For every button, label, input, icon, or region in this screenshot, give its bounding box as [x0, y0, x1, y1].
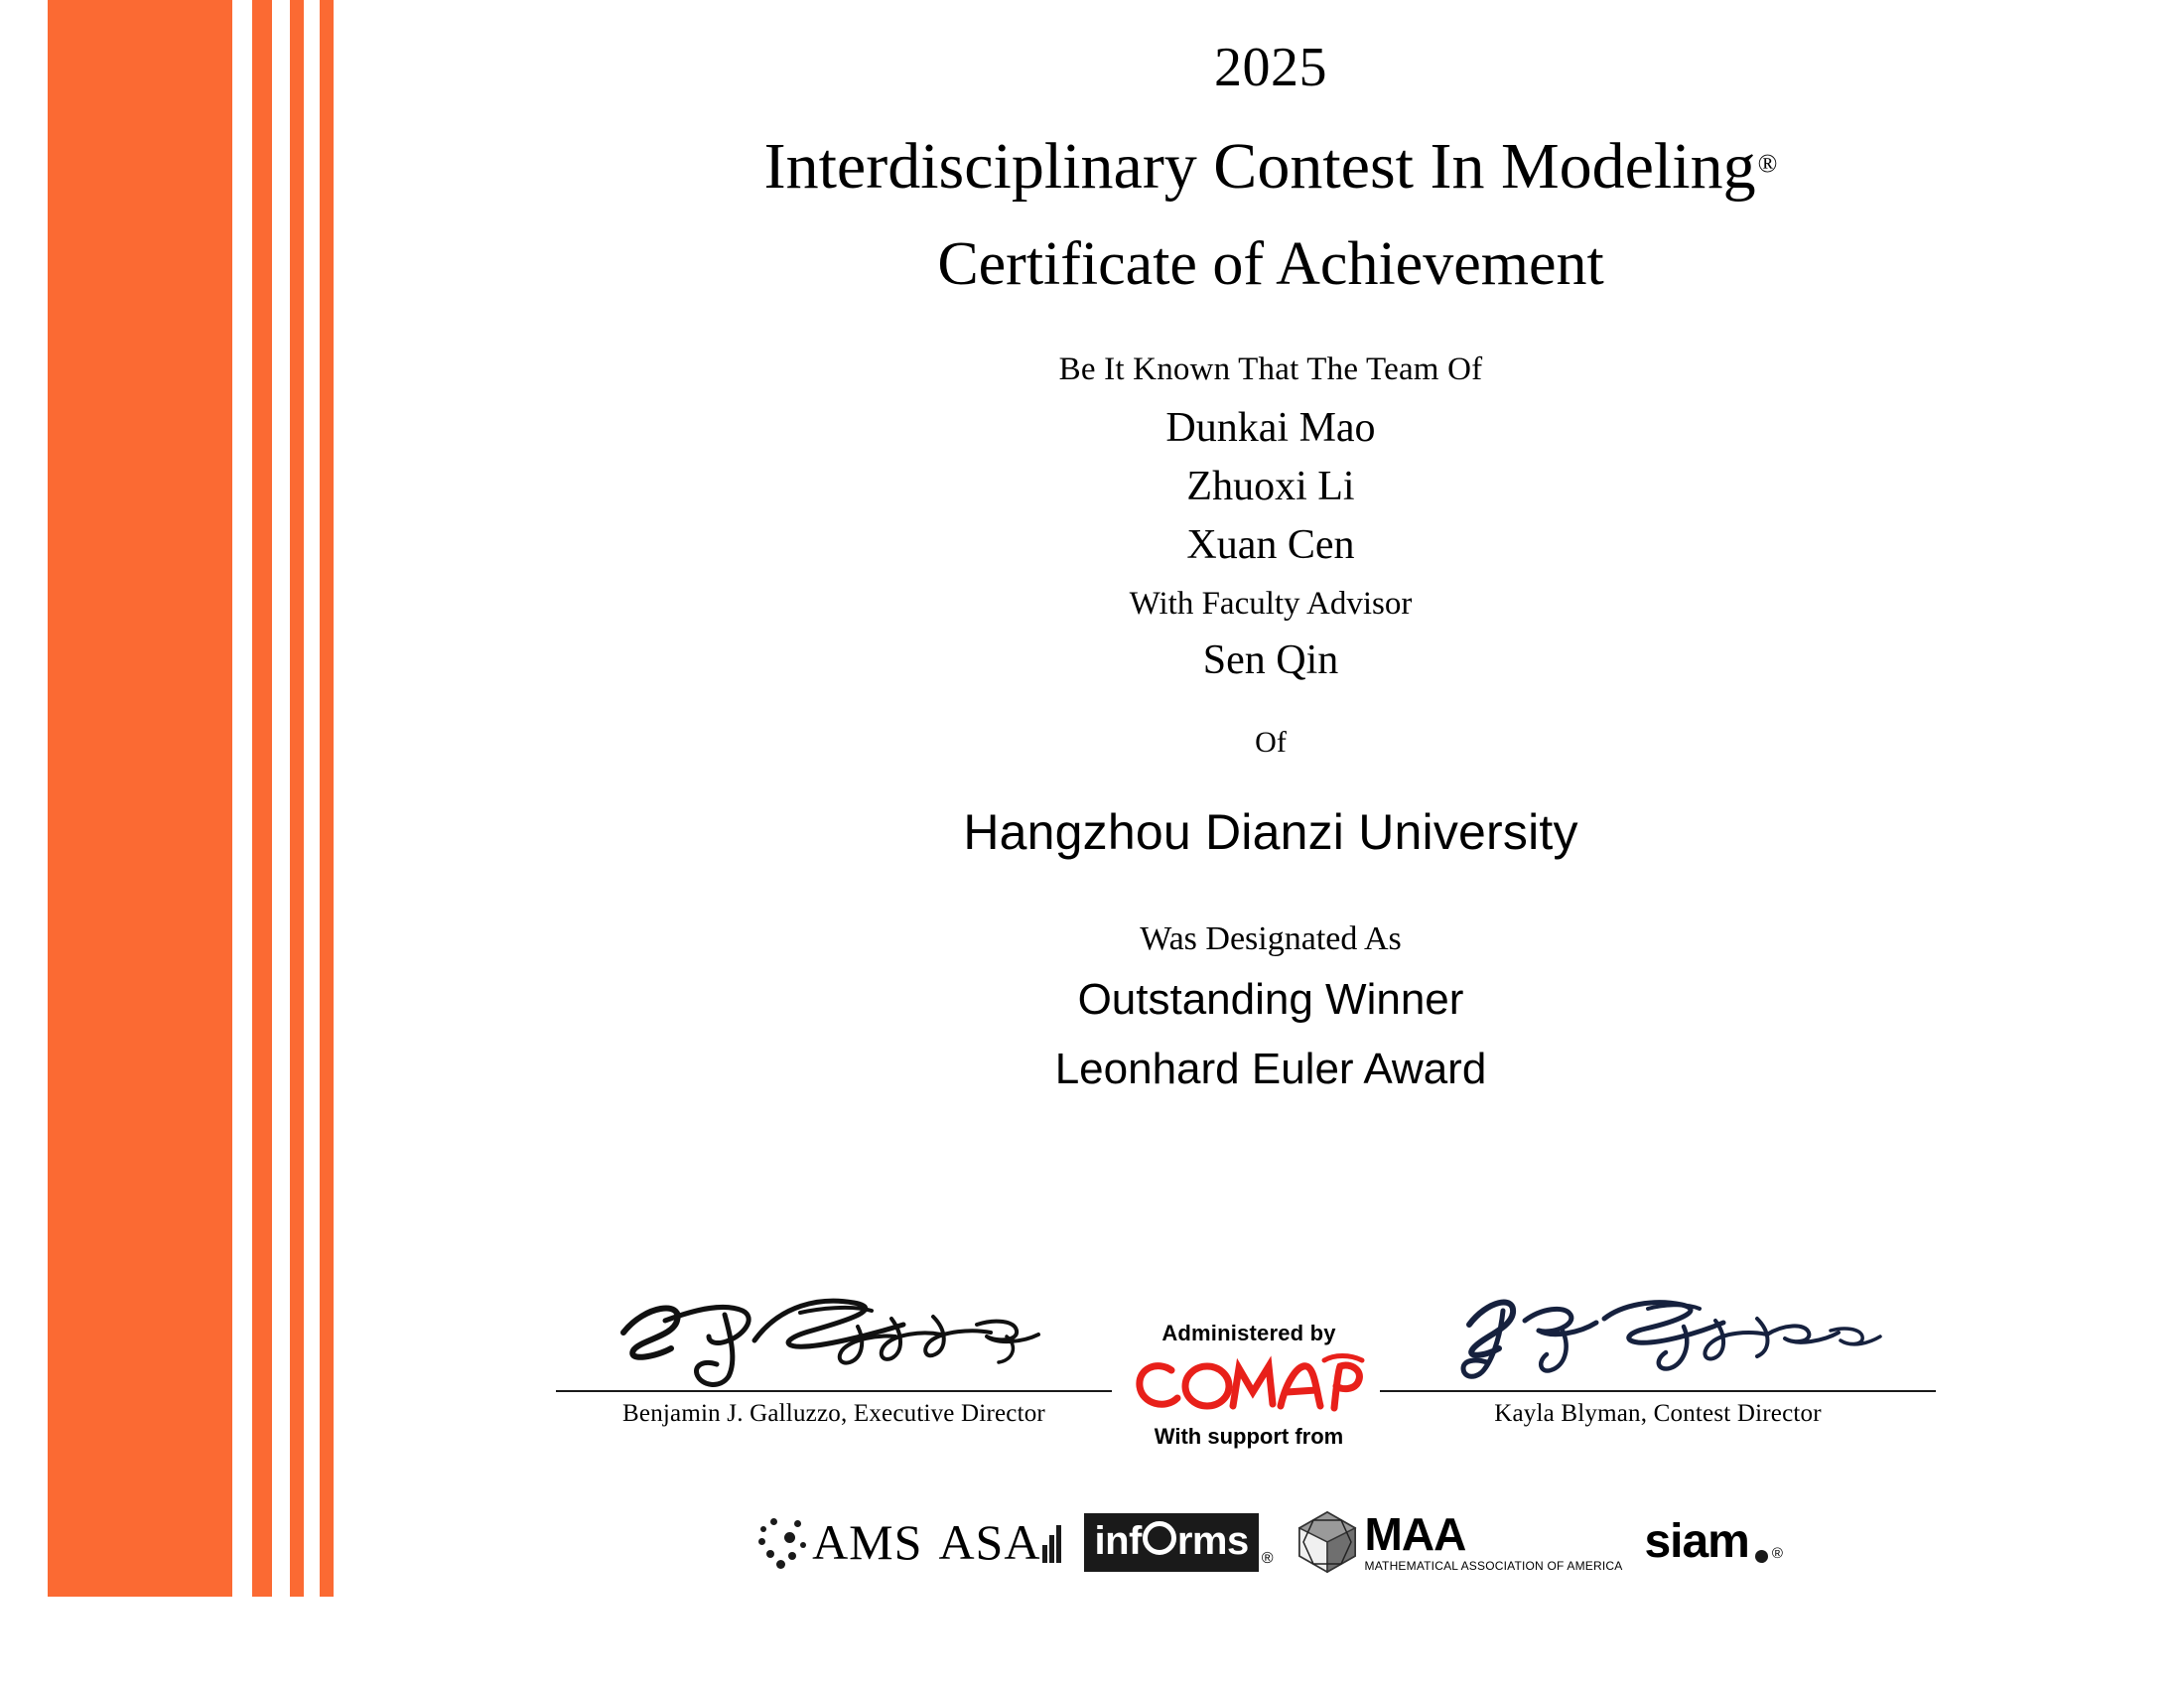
informs-registered-icon: ®	[1261, 1549, 1274, 1567]
asa-wordmark	[938, 1513, 1062, 1571]
contest-title-text: Interdisciplinary Contest In Modeling	[763, 129, 1756, 203]
informs-o-icon	[1143, 1521, 1176, 1555]
signature-ink-galluzzo	[556, 1291, 1112, 1390]
team-member-name: Xuan Cen	[1186, 522, 1355, 569]
signature-rule	[556, 1390, 1112, 1392]
signature-block-executive-director	[556, 1291, 1112, 1428]
sponsor-maa	[1296, 1510, 1623, 1574]
sponsor-informs	[1084, 1513, 1273, 1572]
sponsor-logos	[357, 1487, 2184, 1597]
accent-stripe-thin-1	[290, 0, 304, 1597]
informs-wordmark	[1084, 1513, 1258, 1572]
sponsor-ams	[758, 1513, 1062, 1571]
siam-dot-icon	[1755, 1550, 1768, 1563]
of-label: Of	[1255, 726, 1287, 760]
with-support-from-label: With support from	[1154, 1424, 1344, 1449]
accent-stripe-thin-2	[320, 0, 334, 1597]
asa-label: ASA	[938, 1514, 1041, 1570]
asa-bars-icon	[1042, 1523, 1062, 1563]
team-label: Be It Known That The Team Of	[1058, 352, 1483, 388]
advisor-name: Sen Qin	[1202, 637, 1339, 684]
advisor-label: With Faculty Advisor	[1129, 586, 1413, 623]
certificate-subtitle: Certificate of Achievement	[937, 230, 1604, 299]
administered-by-block	[1110, 1321, 1388, 1450]
accent-stripe-medium	[252, 0, 272, 1597]
award-title: Outstanding Winner	[1077, 975, 1464, 1025]
accent-stripe-wide	[48, 0, 232, 1597]
informs-label-1: inf	[1094, 1518, 1142, 1563]
signature-rule	[1380, 1390, 1936, 1392]
contest-year: 2025	[1214, 37, 1327, 98]
signature-block-contest-director	[1380, 1291, 1936, 1428]
maa-subtitle: MATHEMATICAL ASSOCIATION OF AMERICA	[1364, 1559, 1623, 1573]
team-member-name: Zhuoxi Li	[1186, 464, 1355, 510]
sponsor-siam	[1644, 1515, 1783, 1568]
contest-title	[357, 131, 2184, 204]
informs-label-2: rms	[1176, 1518, 1249, 1563]
siam-registered-icon: ®	[1771, 1545, 1783, 1562]
signature-caption: Kayla Blyman, Contest Director	[1494, 1400, 1822, 1427]
registered-trademark-icon: ®	[1757, 148, 1778, 178]
ams-wordmark: AMS	[812, 1514, 923, 1570]
designation-label: Was Designated As	[1140, 920, 1402, 958]
signature-caption: Benjamin J. Galluzzo, Executive Director	[622, 1400, 1045, 1427]
team-member-name: Dunkai Mao	[1165, 405, 1376, 452]
maa-wordmark: MAA	[1364, 1508, 1466, 1560]
institution-name: Hangzhou Dianzi University	[963, 804, 1578, 861]
maa-polyhedron-icon	[1296, 1510, 1359, 1574]
comap-logo	[1110, 1352, 1388, 1418]
signature-ink-blyman	[1380, 1291, 1936, 1390]
award-title: Leonhard Euler Award	[1054, 1044, 1487, 1093]
administered-by-label: Administered by	[1161, 1321, 1336, 1345]
ams-dots-icon	[758, 1516, 810, 1568]
siam-wordmark: siam	[1644, 1515, 1749, 1568]
